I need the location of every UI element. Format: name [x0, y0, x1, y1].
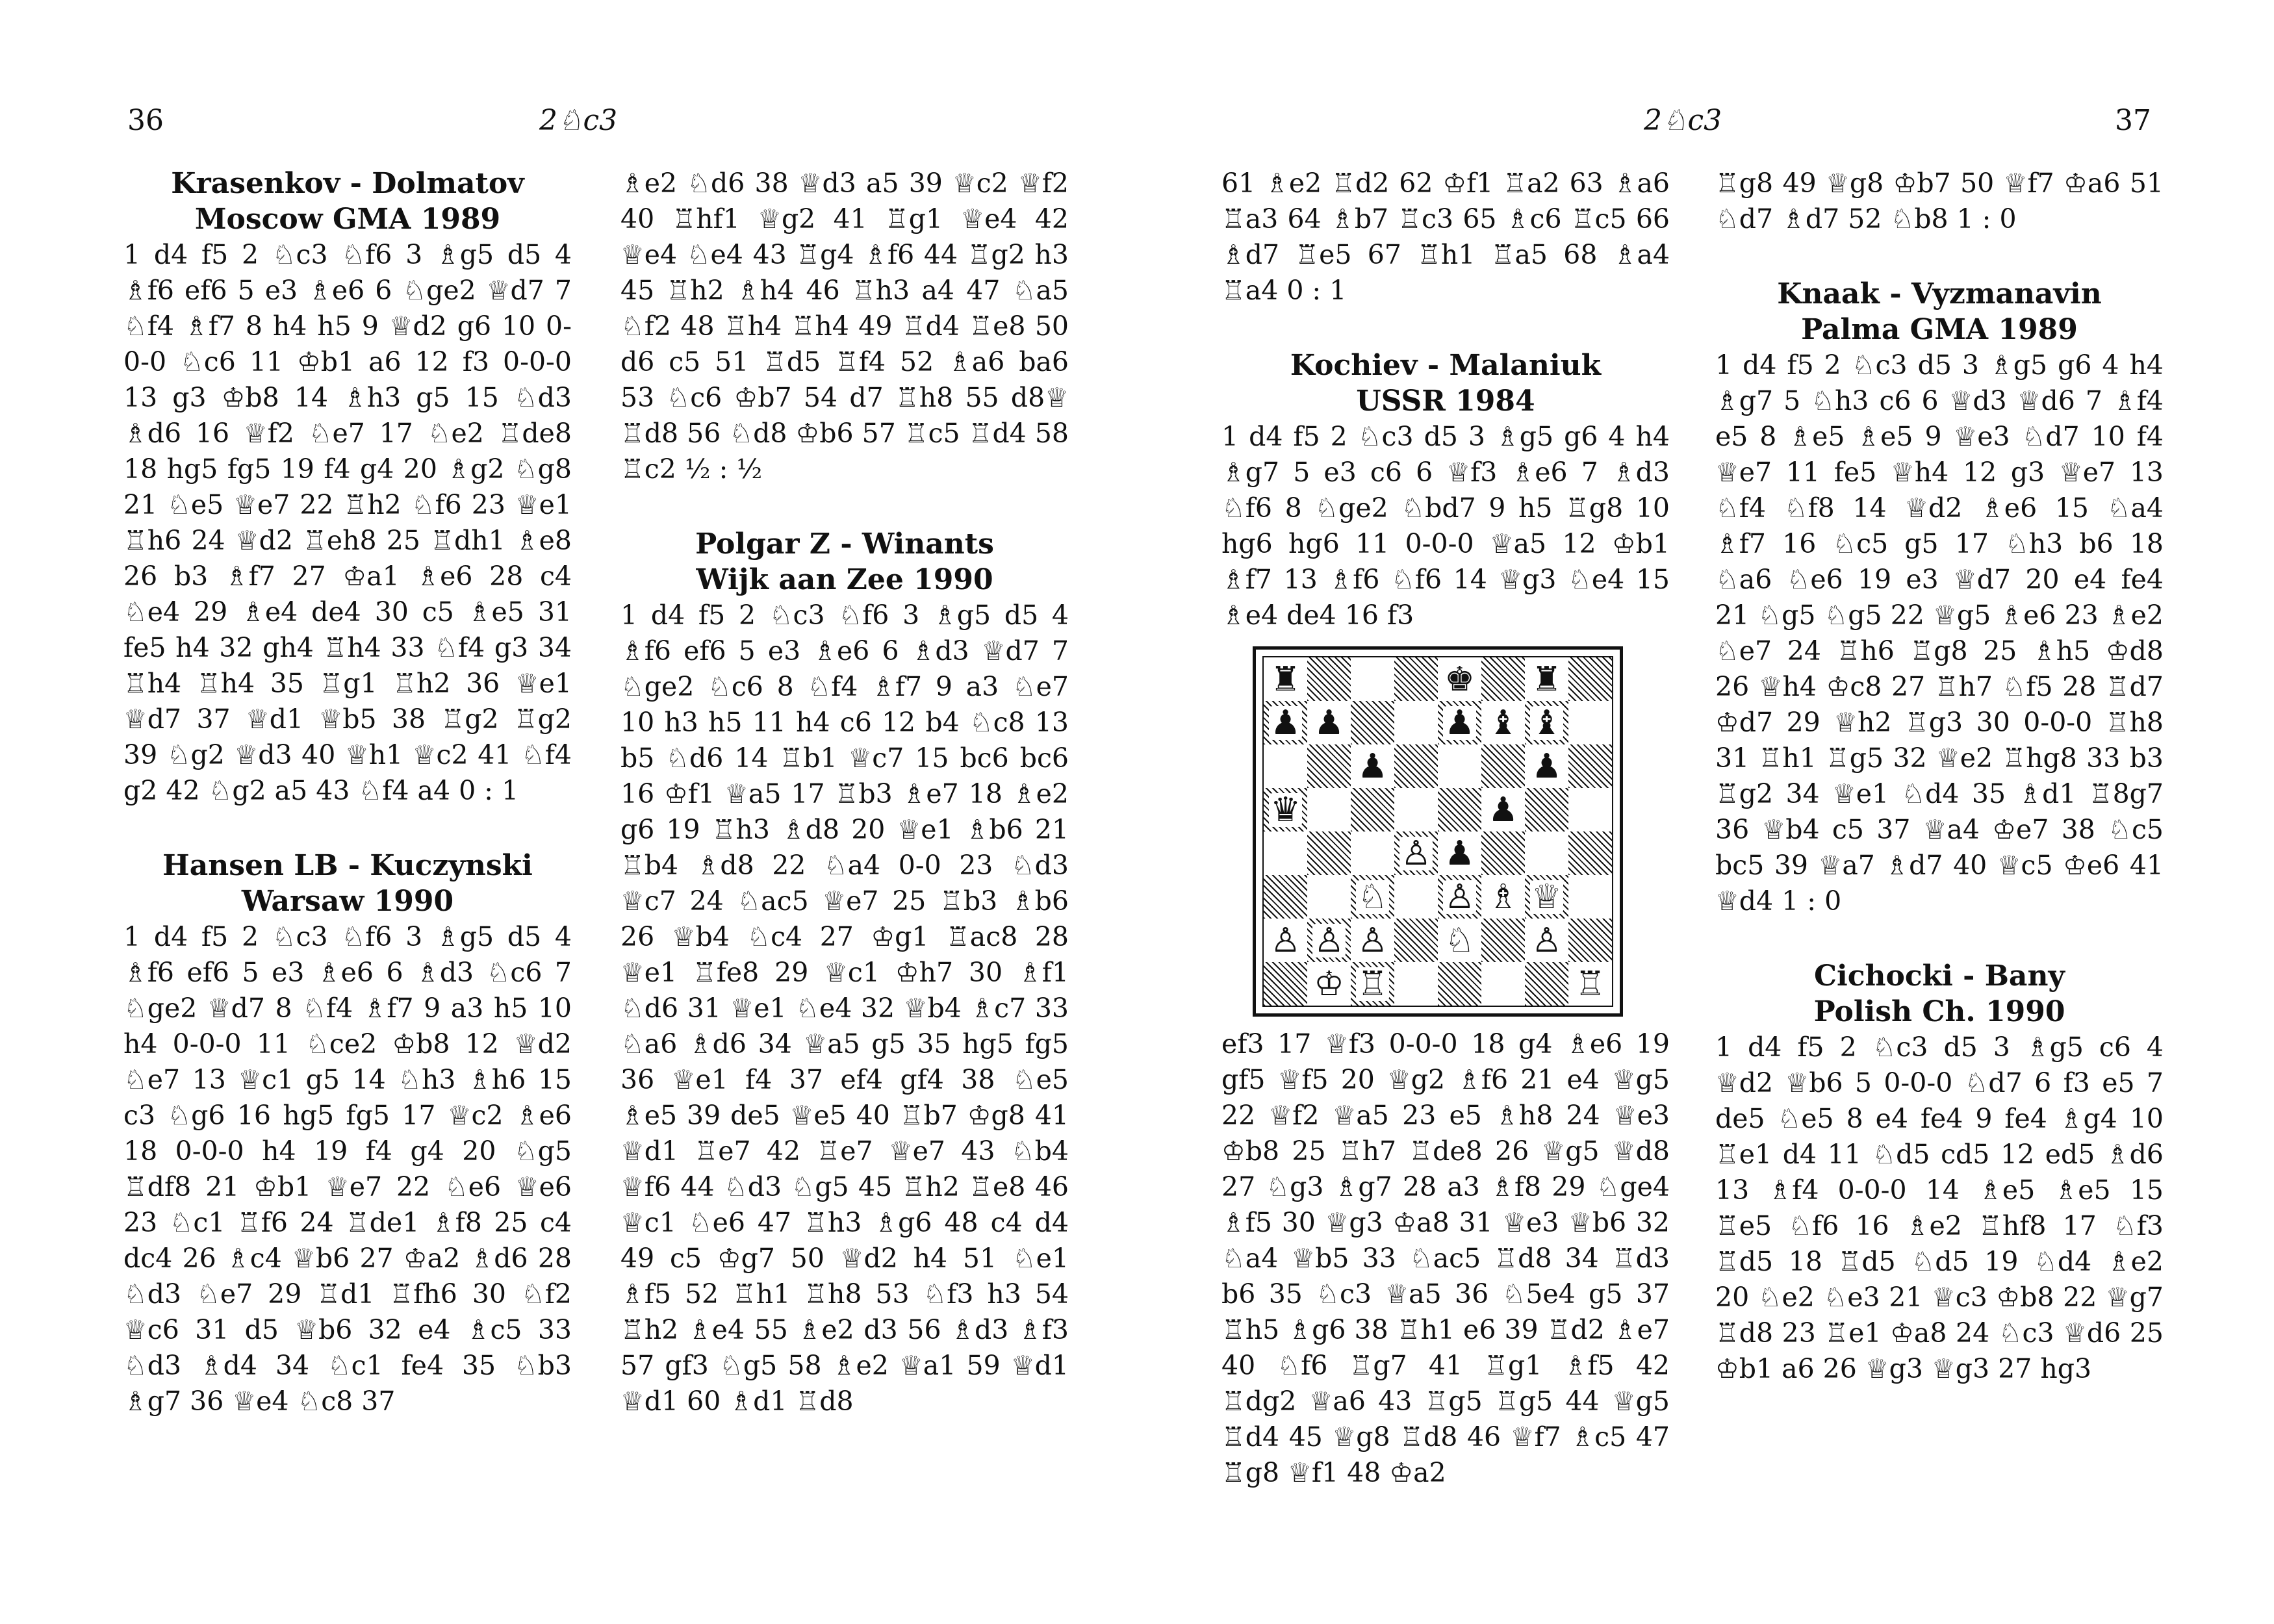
board-square	[1525, 919, 1568, 962]
board-square	[1438, 788, 1481, 831]
game-event: Moscow GMA 1989	[194, 203, 501, 236]
chess-piece: ♟	[1270, 703, 1301, 742]
board-square	[1264, 701, 1307, 744]
chess-piece: ♝	[1531, 703, 1562, 742]
game-moves: 1 d4 f5 2 ♘c3 d5 3 ♗g5 g6 4 h4 ♗g7 5 e3 c6 6 ♕f3 ♗e6 7 ♗d3 ♘f6 8 ♘ge2 ♘bd7 9 h5 ♖g8 10 hg6 hg6 11 0-0-0 ♕a5 12 ♔b1 ♗f7 13 ♗f6 ♘f6 14 ♕g3 ♘e4 15 ♗e4 de4 16 f3	[1221, 421, 1670, 631]
board-square	[1264, 831, 1307, 875]
board-square	[1481, 744, 1525, 788]
board-square	[1525, 657, 1568, 701]
board-square	[1394, 831, 1438, 875]
board-square	[1394, 919, 1438, 962]
game-players: Cichocki - Bany	[1813, 959, 2065, 993]
board-square	[1264, 962, 1307, 1006]
board-square	[1307, 744, 1351, 788]
board-square	[1568, 919, 1612, 962]
game-moves: ♖g8 49 ♕g8 ♔b7 50 ♕f7 ♔a6 51 ♘d7 ♗d7 52 ♘b8 1 : 0	[1715, 168, 2164, 235]
board-square	[1351, 919, 1394, 962]
board-square	[1525, 744, 1568, 788]
game-event: USSR 1984	[1356, 385, 1535, 418]
board-square	[1351, 962, 1394, 1006]
column-3-continued	[1221, 1026, 1670, 1491]
board-square	[1481, 962, 1525, 1006]
chess-piece: ♘	[1357, 877, 1388, 917]
board-square	[1394, 744, 1438, 788]
board-square	[1264, 875, 1307, 919]
chess-piece: ♟	[1444, 703, 1475, 742]
board-square	[1525, 701, 1568, 744]
column-2	[620, 166, 1069, 1458]
page-number-right: 37	[2115, 104, 2151, 137]
board-square	[1438, 657, 1481, 701]
game-event: Palma GMA 1989	[1801, 313, 2078, 346]
board-square	[1481, 919, 1525, 962]
board-square	[1525, 788, 1568, 831]
board-square	[1351, 701, 1394, 744]
chess-piece: ♛	[1270, 790, 1301, 830]
game	[1221, 348, 1670, 633]
game-event: Warsaw 1990	[241, 885, 454, 918]
running-head-right: 2♘c3	[1644, 104, 1722, 137]
game-event: Polish Ch. 1990	[1813, 995, 2065, 1028]
board-square	[1307, 701, 1351, 744]
board-square	[1307, 962, 1351, 1006]
column-4	[1715, 166, 2164, 1426]
chess-piece: ♟	[1314, 703, 1344, 742]
board-square	[1525, 962, 1568, 1006]
board-square	[1307, 657, 1351, 701]
chess-piece: ♝	[1488, 703, 1518, 742]
game-moves: 61 ♗e2 ♖d2 62 ♔f1 ♖a2 63 ♗a6 ♖a3 64 ♗b7 ♖c3 65 ♗c6 ♖c5 66 ♗d7 ♖e5 67 ♖h1 ♖a5 68 ♗a4 ♖a4 0 : 1	[1221, 168, 1670, 306]
game-moves: 1 d4 f5 2 ♘c3 ♘f6 3 ♗g5 d5 4 ♗f6 ef6 5 e3 ♗e6 6 ♗d3 ♕d7 7 ♘ge2 ♘c6 8 ♘f4 ♗f7 9 a3 ♘e7 10 h3 h5 11 h4 c6 12 b4 ♘c8 13 b5 ♘d6 14 ♖b1 ♕c7 15 bc6 bc6 16 ♔f1 ♕a5 17 ♖b3 ♗e7 18 ♗e2 g6 19 ♖h3 ♗d8 20 ♕e1 ♗b6 21 ♖b4 ♗d8 22 ♘a4 0-0 23 ♘d3 ♕c7 24 ♘ac5 ♕e7 25 ♖b3 ♗b6 26 ♕b4 ♘c4 27 ♔g1 ♖ac8 28 ♕e1 ♖fe8 29 ♕c1 ♔h7 30 ♗f1 ♘d6 31 ♕e1 ♘e4 32 ♕b4 ♗c7 33 ♘a6 ♗d6 34 ♕a5 g5 35 hg5 fg5 36 ♕e1 f4 37 ef4 gf4 38 ♘e5 ♗e5 39 de5 ♕e5 40 ♖b7 ♔g8 41 ♕d1 ♖e7 42 ♖e7 ♕e7 43 ♘b4 ♕f6 44 ♘d3 ♘g5 45 ♖h2 ♖e8 46 ♕c1 ♘e6 47 ♖h3 ♗g6 48 c4 d4 49 c5 ♔g7 50 ♕d2 h4 51 ♘e1 ♗f5 52 ♖h1 ♖h8 53 ♘f3 h3 54 ♖h2 ♗e4 55 ♗e2 d3 56 ♗d3 ♗f3 57 gf3 ♘g5 58 ♗e2 ♕a1 59 ♕d1 ♕d1 60 ♗d1 ♖d8	[620, 600, 1069, 1417]
board-square	[1438, 701, 1481, 744]
page-number-left: 36	[127, 104, 164, 137]
board-square	[1264, 744, 1307, 788]
chess-piece: ♜	[1270, 659, 1301, 699]
game-moves: 1 d4 f5 2 ♘c3 d5 3 ♗g5 c6 4 ♕d2 ♕b6 5 0-0-0 ♘d7 6 f3 e5 7 de5 ♘e5 8 e4 fe4 9 fe4 ♗g4 10 ♖e1 d4 11 ♘d5 cd5 12 ed5 ♗d6 13 ♗f4 0-0-0 14 ♗e5 ♗e5 15 ♖e5 ♘f6 16 ♗e2 ♖hf8 17 ♘f3 ♖d5 18 ♖d5 ♘d5 19 ♘d4 ♗e2 20 ♘e2 ♘e3 21 ♕c3 ♔b8 22 ♕g7 ♖d8 23 ♖e1 ♔a8 24 ♘c3 ♕d6 25 ♔b1 a6 26 ♕g3 ♕g3 27 hg3	[1715, 1032, 2164, 1384]
board-square	[1568, 962, 1612, 1006]
game	[123, 848, 572, 1419]
chess-piece: ♖	[1575, 964, 1605, 1004]
board-square	[1394, 875, 1438, 919]
board-square	[1568, 788, 1612, 831]
game-moves: ef3 17 ♕f3 0-0-0 18 g4 ♗e6 19 gf5 ♕f5 20 ♕g2 ♗f6 21 e4 ♕g5 22 ♕f2 ♕a5 23 e5 ♗h8 24 ♕e3 ♔b8 25 ♖h7 ♖de8 26 ♕g5 ♕d8 27 ♘g3 ♗g7 28 a3 ♗f8 29 ♘ge4 ♗f5 30 ♕g3 ♔a8 31 ♕e3 ♕b6 32 ♘a4 ♕b5 33 ♘ac5 ♖d8 34 ♖d3 b6 35 ♘c3 ♕a5 36 ♘5e4 g5 37 ♖h5 ♗g6 38 ♖h1 e6 39 ♖d2 ♗e7 40 ♘f6 ♖g7 41 ♖g1 ♗f5 42 ♖dg2 ♕a6 43 ♖g5 ♖g5 44 ♕g5 ♖d4 45 ♕g8 ♖d8 46 ♕f7 ♗c5 47 ♖g8 ♕f1 48 ♔a2	[1221, 1028, 1670, 1488]
board-square	[1351, 831, 1394, 875]
chess-piece: ♚	[1444, 659, 1475, 699]
board-square	[1394, 657, 1438, 701]
board-square	[1394, 701, 1438, 744]
chess-piece: ♙	[1444, 877, 1475, 917]
board-square	[1438, 831, 1481, 875]
board-square	[1568, 701, 1612, 744]
board-square	[1481, 831, 1525, 875]
board-square	[1264, 788, 1307, 831]
game	[620, 166, 1069, 487]
game-players: Polgar Z - Winants	[695, 527, 994, 561]
board-square	[1525, 831, 1568, 875]
game-players: Hansen LB - Kuczynski	[162, 849, 533, 882]
game-moves: 1 d4 f5 2 ♘c3 ♘f6 3 ♗g5 d5 4 ♗f6 ef6 5 e3 ♗e6 6 ♗d3 ♘c6 7 ♘ge2 ♕d7 8 ♘f4 ♗f7 9 a3 h5 10 h4 0-0-0 11 ♘ce2 ♔b8 12 ♕d2 ♘e7 13 ♕c1 g5 14 ♘h3 ♗h6 15 c3 ♘g6 16 hg5 fg5 17 ♕c2 ♗e6 18 0-0-0 h4 19 f4 g4 20 ♘g5 ♖df8 21 ♔b1 ♕e7 22 ♘e6 ♕e6 23 ♘c1 ♖f6 24 ♖de1 ♗f8 25 c4 dc4 26 ♗c4 ♕b6 27 ♔a2 ♗d6 28 ♘d3 ♘e7 29 ♖d1 ♖fh6 30 ♘f2 ♕c6 31 d5 ♕b6 32 e4 ♗c5 33 ♘d3 ♗d4 34 ♘c1 fe4 35 ♘b3 ♗g7 36 ♕e4 ♘c8 37	[123, 921, 572, 1417]
chess-piece: ♟	[1531, 746, 1562, 786]
board-square	[1481, 788, 1525, 831]
column-3	[1221, 166, 1670, 633]
board-square	[1568, 875, 1612, 919]
board-square	[1351, 657, 1394, 701]
game	[1715, 276, 2164, 919]
chess-piece: ♙	[1401, 833, 1431, 873]
board-square	[1438, 875, 1481, 919]
chess-piece: ♟	[1357, 746, 1388, 786]
board-square	[1264, 657, 1307, 701]
board-square	[1394, 788, 1438, 831]
board-square	[1568, 657, 1612, 701]
board-square	[1481, 701, 1525, 744]
game	[1715, 958, 2164, 1387]
game	[123, 166, 572, 809]
game-moves: ♗e2 ♘d6 38 ♕d3 a5 39 ♕c2 ♕f2 40 ♖hf1 ♕g2 41 ♖g1 ♕e4 42 ♕e4 ♘e4 43 ♖g4 ♗f6 44 ♖g2 h3 45 ♖h2 ♗h4 46 ♖h3 a4 47 ♘a5 ♘f2 48 ♖h4 ♖h4 49 ♖d4 ♖e8 50 d6 c5 51 ♖d5 ♖f4 52 ♗a6 ba6 53 ♘c6 ♔b7 54 d7 ♖h8 55 d8♕ ♖d8 56 ♘d8 ♔b6 57 ♖c5 ♖d4 58 ♖c2 ½ : ½	[620, 168, 1069, 485]
board-square	[1525, 875, 1568, 919]
board-square	[1394, 962, 1438, 1006]
board-square	[1351, 744, 1394, 788]
chess-piece: ♟	[1444, 833, 1475, 873]
chess-piece: ♜	[1531, 659, 1562, 699]
chess-piece: ♙	[1270, 920, 1301, 960]
board-square	[1568, 831, 1612, 875]
board-square	[1438, 962, 1481, 1006]
board-square	[1481, 875, 1525, 919]
game-moves: 1 d4 f5 2 ♘c3 d5 3 ♗g5 g6 4 h4 ♗g7 5 ♘h3 c6 6 ♕d3 ♕d6 7 ♗f4 e5 8 ♗e5 ♗e5 9 ♕e3 ♘d7 10 f4 ♕e7 11 fe5 ♕h4 12 g3 ♕e7 13 ♘f4 ♘f8 14 ♕d2 ♗e6 15 ♘a4 ♗f7 16 ♘c5 g5 17 ♘h3 b6 18 ♘a6 ♘e6 19 e3 ♕d7 20 e4 fe4 21 ♘g5 ♘g5 22 ♕g5 ♗e6 23 ♗e2 ♘e7 24 ♖h6 ♖g8 25 ♗h5 ♔d8 26 ♕h4 ♔c8 27 ♖h7 ♘f5 28 ♖d7 ♔d7 29 ♕h2 ♖g3 30 0-0-0 ♖h8 31 ♖h1 ♖g5 32 ♕e2 ♖hg8 33 b3 ♖g2 34 ♕e1 ♘d4 35 ♗d1 ♖8g7 36 ♕b4 c5 37 ♕a4 ♔e7 38 ♘c5 bc5 39 ♕a7 ♗d7 40 ♕c5 ♔e6 41 ♕d4 1 : 0	[1715, 349, 2164, 917]
board-square	[1351, 875, 1394, 919]
chess-piece: ♙	[1314, 920, 1344, 960]
chess-piece: ♙	[1357, 920, 1388, 960]
chess-piece: ♔	[1314, 964, 1344, 1004]
game	[1221, 166, 1670, 309]
board-square	[1568, 744, 1612, 788]
board-square	[1481, 657, 1525, 701]
game-players: Knaak - Vyzmanavin	[1777, 277, 2102, 311]
chess-piece: ♕	[1531, 877, 1562, 917]
board-square	[1438, 919, 1481, 962]
chess-piece: ♟	[1488, 790, 1518, 830]
chess-piece: ♙	[1531, 920, 1562, 960]
game	[620, 526, 1069, 1419]
chess-piece: ♖	[1357, 964, 1388, 1004]
chess-piece: ♗	[1488, 877, 1518, 917]
chess-board-grid	[1262, 656, 1613, 1007]
board-square	[1307, 788, 1351, 831]
board-square	[1351, 788, 1394, 831]
game-players: Kochiev - Malaniuk	[1290, 349, 1602, 382]
game-players: Krasenkov - Dolmatov	[171, 167, 524, 200]
running-head-left: 2♘c3	[539, 104, 618, 137]
chess-piece: ♘	[1444, 920, 1475, 960]
board-square	[1307, 831, 1351, 875]
board-square	[1307, 919, 1351, 962]
board-square	[1438, 744, 1481, 788]
board-square	[1264, 919, 1307, 962]
chess-diagram	[1253, 646, 1623, 1017]
game	[1715, 166, 2164, 237]
game-moves: 1 d4 f5 2 ♘c3 ♘f6 3 ♗g5 d5 4 ♗f6 ef6 5 e3 ♗e6 6 ♘ge2 ♕d7 7 ♘f4 ♗f7 8 h4 h5 9 ♕d2 g6 10 0-0-0 ♘c6 11 ♔b1 a6 12 f3 0-0-0 13 g3 ♔b8 14 ♗h3 g5 15 ♘d3 ♗d6 16 ♕f2 ♘e7 17 ♘e2 ♖de8 18 hg5 fg5 19 f4 g4 20 ♗g2 ♘g8 21 ♘e5 ♕e7 22 ♖h2 ♘f6 23 ♕e1 ♖h6 24 ♕d2 ♖eh8 25 ♖dh1 ♗e8 26 b3 ♗f7 27 ♔a1 ♗e6 28 c4 ♘e4 29 ♗e4 de4 30 c5 ♗e5 31 fe5 h4 32 gh4 ♖h4 33 ♘f4 g3 34 ♖h4 ♖h4 35 ♖g1 ♖h2 36 ♕e1 ♕d7 37 ♕d1 ♕b5 38 ♖g2 ♖g2 39 ♘g2 ♕d3 40 ♕h1 ♕c2 41 ♘f4 g2 42 ♘g2 a5 43 ♘f4 a4 0 : 1	[123, 239, 572, 806]
game-event: Wijk aan Zee 1990	[696, 563, 993, 596]
board-square	[1307, 875, 1351, 919]
column-1	[123, 166, 572, 1458]
